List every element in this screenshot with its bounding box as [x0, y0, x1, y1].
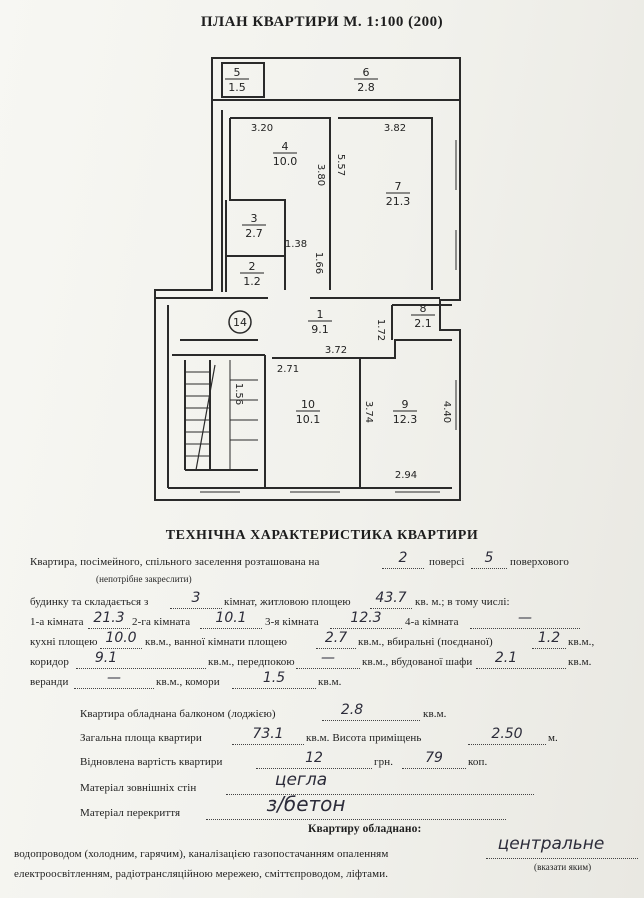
floors-total-value: 5: [484, 550, 494, 566]
ceiling-value: з/бетон: [266, 792, 346, 816]
line4-text-c: кв.м., вбиральні (поєднаної): [358, 636, 493, 648]
dimension-label: 3.80: [315, 163, 326, 187]
room-10-number: 10: [301, 398, 315, 411]
cost-kop-blank: [402, 768, 466, 769]
cost-uah-value: 12: [305, 750, 323, 766]
room-1-area: 9.1: [311, 323, 329, 336]
wardrobe-blank: [476, 668, 566, 669]
line3-text-b: 2-га кімната: [132, 616, 191, 628]
dimension-label: 1.72: [375, 318, 386, 342]
spec-title: ТЕХНІЧНА ХАРАКТЕРИСТИКА КВАРТИРИ: [165, 528, 479, 543]
line5-text-a: коридор: [30, 656, 69, 668]
line6-text-a: веранди: [30, 676, 69, 688]
line2-text-b: кімнат, житловою площею: [224, 596, 351, 608]
living-area-blank: [370, 608, 412, 609]
room-2-number: 2: [248, 260, 256, 273]
ceiling-blank: [206, 819, 506, 820]
line6-text-b: кв.м., комори: [156, 676, 220, 688]
room-3-area: 2.7: [245, 227, 263, 240]
line9-text-b: грн.: [374, 756, 394, 768]
rooms-count-blank: [170, 608, 222, 609]
kitchen-value: 10.0: [105, 630, 137, 646]
room4-blank: [470, 628, 580, 629]
line5-text-c: кв.м., вбудованої шафи: [362, 656, 473, 668]
balcony-blank: [322, 720, 420, 721]
balcony-outline: [212, 58, 460, 100]
line3-text-c: 3-я кімната: [265, 616, 319, 628]
room-4-area: 10.0: [272, 155, 298, 168]
line1-text-a: Квартира, посімейного, спільного заселення розташована на: [30, 556, 320, 568]
room-7-area: 21.3: [385, 195, 411, 208]
line9-text-a: Відновлена вартість квартири: [80, 756, 223, 768]
total-area-blank: [232, 744, 304, 745]
room3-blank: [330, 628, 402, 629]
room2-blank: [200, 628, 262, 629]
equip-title: Квартиру обладнано:: [308, 823, 422, 835]
room3-value: 12.3: [350, 610, 382, 626]
wardrobe-value: 2.1: [494, 650, 518, 666]
room-6-number: 6: [362, 66, 370, 79]
line5-text-b: кв.м., передпокою: [208, 656, 295, 668]
line5-text-d: кв.м.: [568, 656, 592, 668]
corridor-value: 9.1: [94, 650, 118, 666]
veranda-blank: [74, 688, 154, 689]
heating-value: центральне: [497, 834, 605, 854]
line3-text-a: 1-а кімната: [30, 616, 84, 628]
height-value: 2.50: [491, 726, 523, 742]
veranda-value: —: [107, 670, 121, 686]
line8-text-a: Загальна площа квартири: [80, 732, 202, 744]
line1-text-b: поверсі: [429, 556, 465, 568]
cost-uah-blank: [256, 768, 372, 769]
room-8-area: 2.1: [414, 317, 432, 330]
room1-value: 21.3: [93, 610, 125, 626]
line3-text-d: 4-а кімната: [405, 616, 459, 628]
line8-text-c: м.: [548, 732, 558, 744]
line2-text-c: кв. м.; в тому числі:: [415, 596, 510, 608]
dimension-label: 2.94: [394, 470, 418, 481]
dimension-label: 3.74: [363, 400, 374, 424]
dimension-label: 5.57: [335, 153, 346, 177]
living-area-value: 43.7: [375, 590, 407, 606]
hall-blank: [296, 668, 360, 669]
dimension-label: 3.20: [250, 123, 274, 134]
room-8-number: 8: [419, 302, 427, 315]
heating-blank: [486, 858, 638, 859]
walls-value: цегла: [274, 770, 328, 790]
line2-text-a: будинку та складається з: [30, 596, 149, 608]
rooms-count-value: 3: [191, 590, 201, 606]
line6-text-c: кв.м.: [318, 676, 342, 688]
dimension-label: 3.82: [383, 123, 407, 134]
room-7-number: 7: [394, 180, 402, 193]
room-1-number: 1: [316, 308, 324, 321]
bath-value: 2.7: [324, 630, 348, 646]
floors-total-blank: [471, 568, 507, 569]
line4-text-d: кв.м.,: [568, 636, 595, 648]
heating-note: (вказати яким): [534, 862, 592, 872]
room1-blank: [88, 628, 130, 629]
line1-text-c: поверхового: [510, 556, 569, 568]
line10-text-a: Матеріал зовнішніх стін: [80, 782, 197, 794]
exterior-walls: [155, 100, 460, 500]
dimension-label: 1.66: [313, 251, 324, 275]
dimension-label: 1.56: [233, 382, 244, 406]
dimension-label: 1.38: [284, 239, 308, 250]
corridor-blank: [76, 668, 206, 669]
height-blank: [468, 744, 546, 745]
floor-blank: [382, 568, 424, 569]
dimension-label: 2.71: [276, 364, 300, 375]
room-5-area: 1.5: [228, 81, 246, 94]
room-10-area: 10.1: [295, 413, 321, 426]
kitchen-blank: [100, 648, 142, 649]
room-2-area: 1.2: [243, 275, 261, 288]
wc-value: 1.2: [537, 630, 561, 646]
line7-text-a: Квартира обладнана балконом (лоджією): [80, 708, 276, 720]
dimension-label: 4.40: [441, 400, 452, 424]
room-3-number: 3: [250, 212, 258, 225]
line13-text: електроосвітленням, радіотрансляційною мережею, сміттєпроводом, ліфтами.: [14, 868, 389, 880]
storage-blank: [232, 688, 316, 689]
room2-value: 10.1: [215, 610, 247, 626]
line8-text-b: кв.м. Висота приміщень: [306, 732, 422, 744]
plan-title: ПЛАН КВАРТИРИ М. 1:100 (200): [200, 14, 444, 30]
total-area-value: 73.1: [252, 726, 284, 742]
stair-marker-label: 14: [233, 316, 247, 329]
room-5-number: 5: [233, 66, 241, 79]
line11-text-a: Матеріал перекриття: [80, 807, 181, 819]
line4-text-b: кв.м., ванної кімнати площею: [145, 636, 288, 648]
line12-text-a: водопроводом (холодним, гарячим), каналізацією газопостачанням опаленням: [14, 848, 389, 860]
wc-blank: [532, 648, 566, 649]
floor-value: 2: [398, 550, 408, 566]
room-6-area: 2.8: [357, 81, 375, 94]
storage-value: 1.5: [262, 670, 286, 686]
balcony-value: 2.8: [340, 702, 364, 718]
room-9-area: 12.3: [392, 413, 418, 426]
room-4-number: 4: [281, 140, 289, 153]
cost-kop-value: 79: [425, 750, 443, 766]
line9-text-c: коп.: [468, 756, 488, 768]
hall-value: —: [321, 650, 335, 666]
strike-note: (непотрібне закреслити): [96, 574, 192, 584]
room-9-number: 9: [401, 398, 409, 411]
bath-blank: [316, 648, 356, 649]
line4-text-a: кухні площею: [30, 636, 98, 648]
room4-value: —: [518, 610, 532, 626]
dimension-label: 3.72: [324, 345, 348, 356]
line7-text-b: кв.м.: [423, 708, 447, 720]
